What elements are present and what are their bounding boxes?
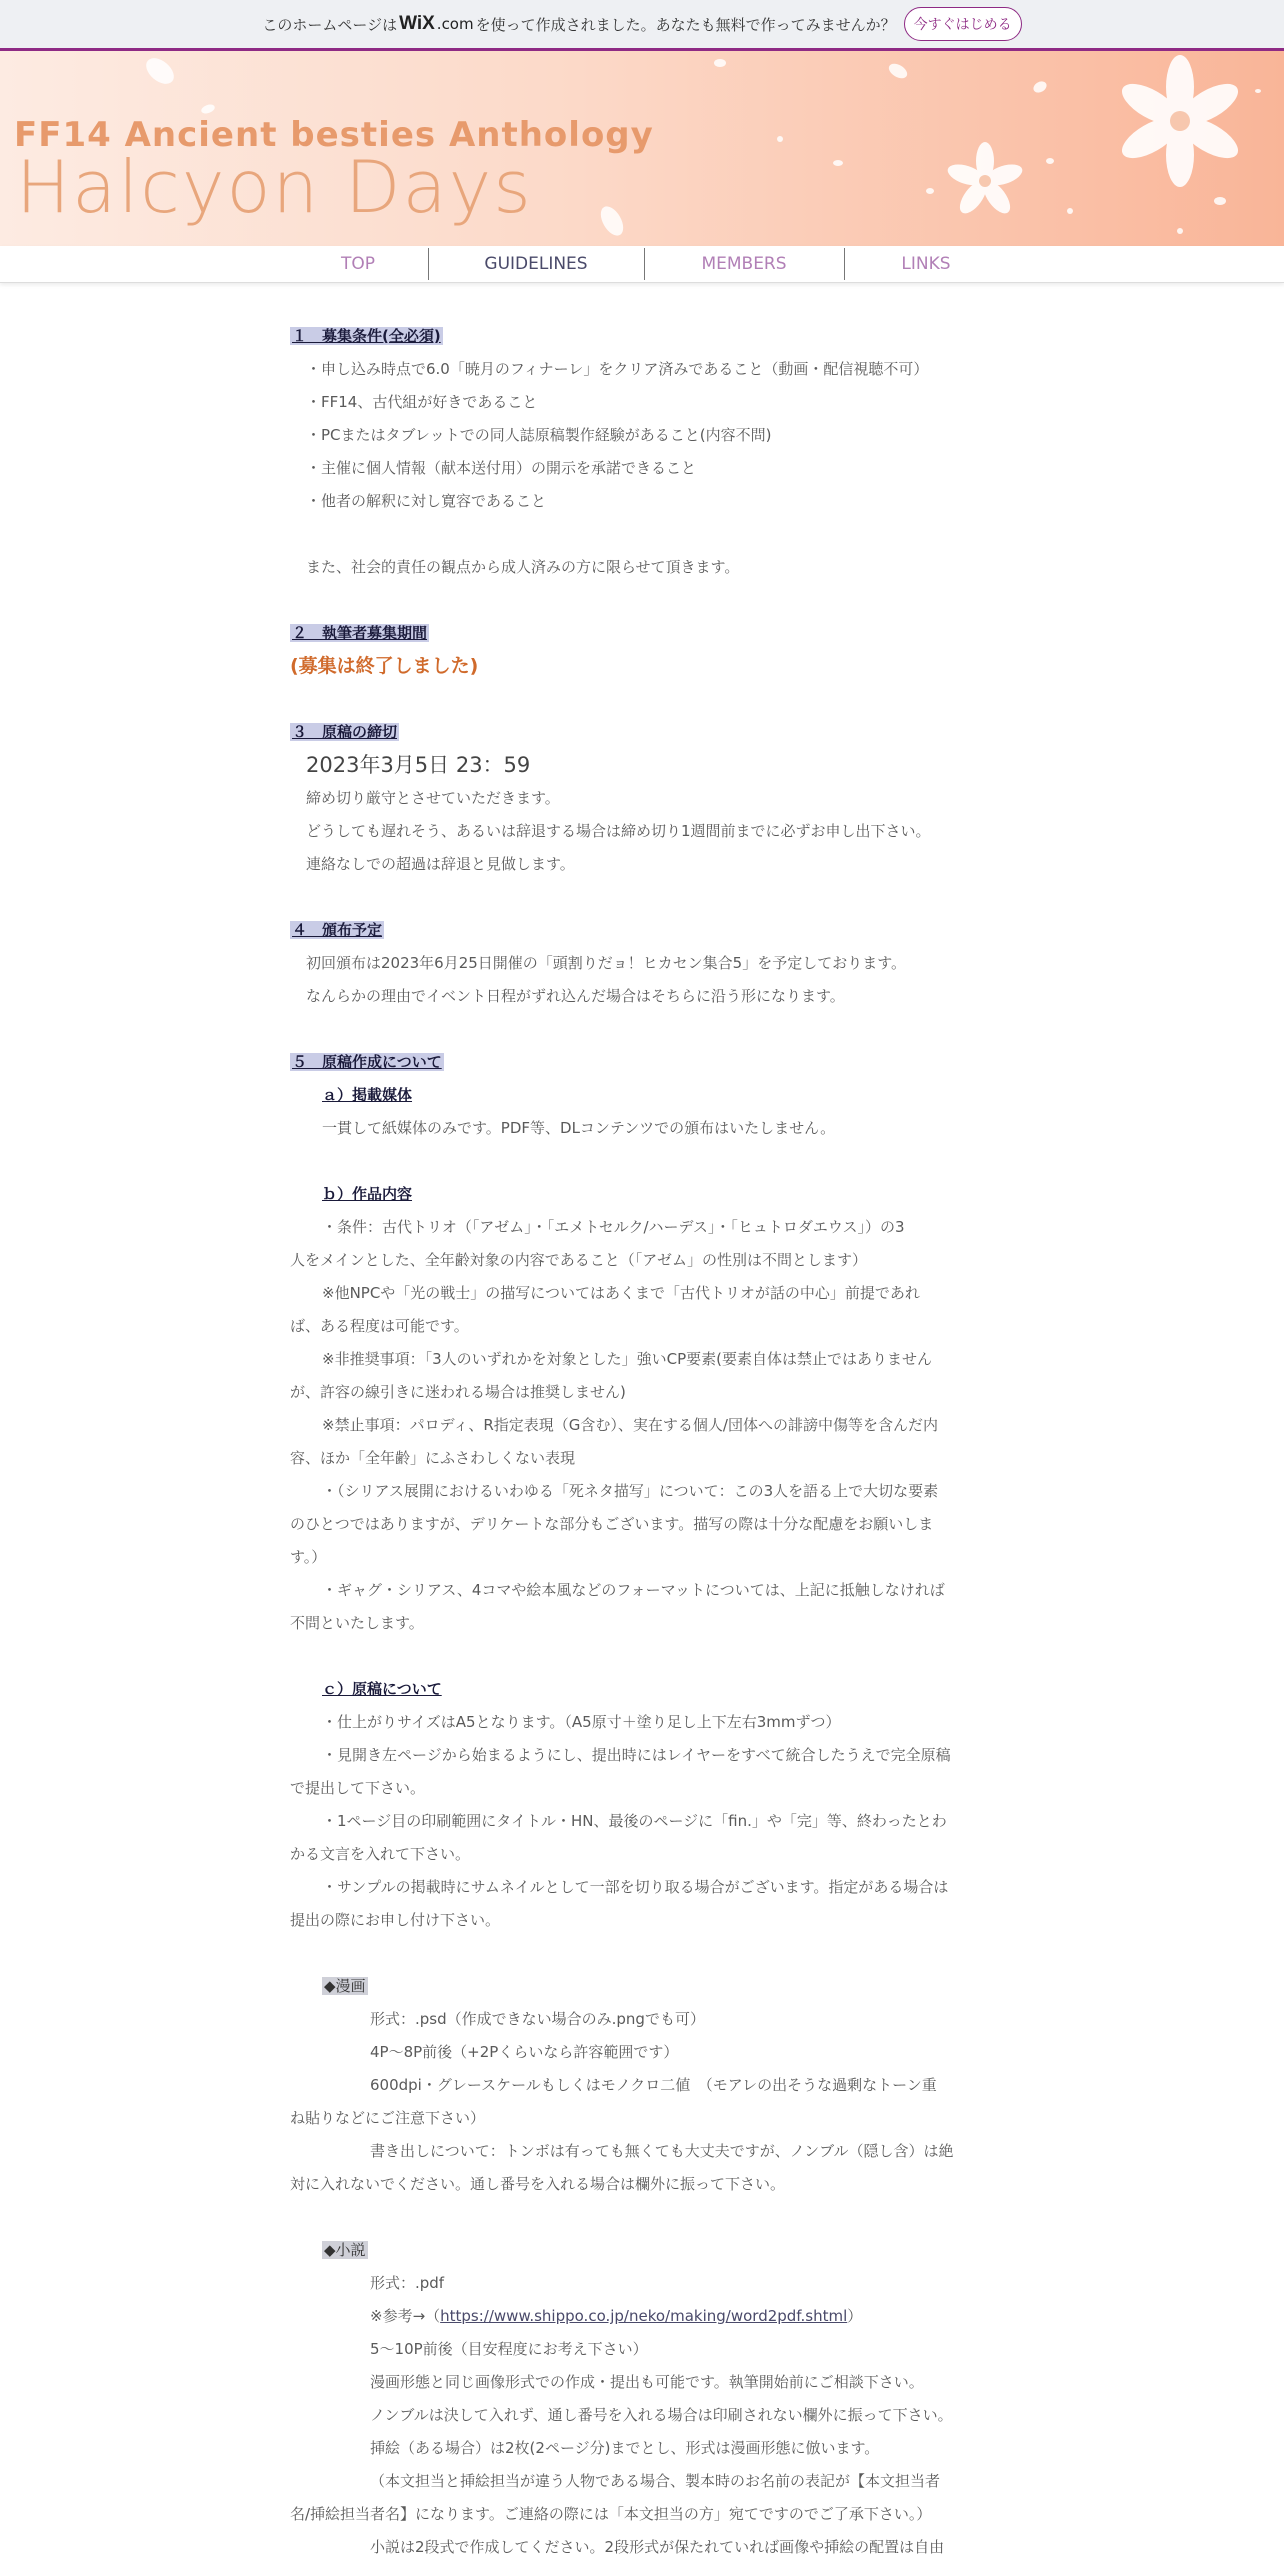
deadline-note: 締め切り厳守とさせていただきます。 [306, 789, 560, 807]
condition-item: ・PCまたはタブレットでの同人誌原稿製作経験があること(内容不問) [306, 426, 772, 444]
novel-heading: ◆小説 [324, 2241, 366, 2259]
manga-heading: ◆漫画 [324, 1977, 366, 1995]
word2pdf-reference-link[interactable]: https://www.shippo.co.jp/neko/making/word2pdf.shtml [440, 2307, 848, 2325]
novel-rule-line: 漫画形態と同じ画像形式での作成・提出も可能です。執筆開始前にご相談下さい。 [370, 2373, 924, 2391]
wix-promo-text-before: このホームページは [262, 15, 398, 34]
content-rule-line: ※禁止事項：パロディ、R指定表現（G含む）、実在する個人/団体への誹謗中傷等を含んだ内 [322, 1416, 938, 1434]
site-title[interactable]: Halcyon Days [16, 145, 533, 229]
nav-item-members[interactable]: MEMBERS [701, 254, 787, 274]
nav-item-top[interactable]: TOP [340, 254, 376, 274]
reference-suffix: ） [847, 2307, 863, 2325]
manga-rule-line: ね貼りなどにご注意下さい） [290, 2109, 486, 2127]
novel-rule-line: 小説は2段式で作成してください。2段形式が保たれていれば画像や挿絵の配置は自由 [370, 2538, 945, 2556]
manuscript-rule-line: かる文言を入れて下さい。 [290, 1845, 471, 1863]
content-rule-line: ※他NPCや「光の戦士」の描写についてはあくまで「古代トリオが話の中心」前提であれ [322, 1284, 920, 1302]
content-rule-line: 不問といたします。 [290, 1614, 424, 1632]
content-rule-line: ・条件：古代トリオ（「アゼム」・「エメトセルク/ハーデス」・「ヒュトロダエウス」）の3 [322, 1218, 905, 1236]
manuscript-rule-line: 提出の際にお申し付け下さい。 [290, 1911, 501, 1929]
condition-item: ・他者の解釈に対し寛容であること [306, 492, 547, 510]
manga-rule-line: 書き出しについて：トンボは有っても無くても大丈夫ですが、ノンブル（隠し含）は絶 [370, 2142, 954, 2160]
section-4-heading: ４ 頒布予定 [292, 921, 383, 939]
content-rule-line: ば、ある程度は可能です。 [290, 1317, 469, 1335]
content-rule-line: ※非推奨事項：「3人のいずれかを対象とした」強いCP要素(要素自体は禁止ではありません [322, 1350, 932, 1368]
condition-item: ・主催に個人情報（献本送付用）の開示を承諾できること [306, 459, 697, 477]
manuscript-rule-line: ・見開き左ページから始まるようにし、提出時にはレイヤーをすべて統合したうえで完全原稿 [322, 1746, 951, 1764]
content-rule-line: ・ギャグ・シリアス、4コマや絵本風などのフォーマットについては、上記に抵触しなければ [322, 1581, 945, 1599]
reference-prefix: ※参考→（ [370, 2307, 441, 2325]
start-now-button[interactable]: 今すぐはじめる [904, 7, 1022, 41]
anthology-subtitle: FF14 Ancient besties Anthology [14, 115, 654, 155]
wix-promo-bar [0, 0, 1284, 51]
deadline-note: 連絡なしでの超過は辞退と見做します。 [306, 855, 575, 873]
distribution-note: 初回頒布は2023年6月25日開催の「頭割りだョ！ヒカセン集合5」を予定しております。 [306, 954, 907, 972]
manga-rule-line: 4P〜8P前後（+2Pくらいなら許容範囲です） [370, 2043, 679, 2061]
manuscript-rule-line: ・1ページ目の印刷範囲にタイトル・HN、最後のページに「fin.」や「完」等、終わったとわ [322, 1812, 947, 1830]
novel-format: 形式：.pdf [370, 2274, 445, 2292]
nav-item-guidelines[interactable]: GUIDELINES [484, 254, 588, 274]
content-rule-line: ・（シリアス展開におけるいわゆる「死ネタ描写」について：この3人を語る上で大切な要素 [322, 1482, 939, 1500]
adult-only-note: また、社会的責任の観点から成人済みの方に限らせて頂きます。 [306, 558, 740, 576]
guidelines-content [290, 320, 996, 2564]
novel-rule-line: 5〜10P前後（目安程度にお考え下さい） [370, 2340, 648, 2358]
novel-rule-line: （本文担当と挿絵担当が違う人物である場合、製本時のお名前の表記が【本文担当者 [370, 2472, 941, 2490]
content-rule-line: が、許容の線引きに迷われる場合は推奨しません) [290, 1383, 626, 1401]
manuscript-rule-line: で提出して下さい。 [290, 1779, 426, 1797]
deadline-date: 2023年3月5日 23：59 [306, 753, 531, 777]
recruitment-closed-status: (募集は終了しました) [290, 655, 479, 677]
manuscript-rule-line: ・仕上がりサイズはA5となります。（A5原寸＋塗り足し上下左右3mmずつ） [322, 1713, 841, 1731]
manga-rule-line: 形式：.psd（作成できない場合のみ.pngでも可） [370, 2010, 705, 2028]
condition-item: ・申し込み時点で6.0「暁月のフィナーレ」をクリア済みであること（動画・配信視聴不可） [306, 360, 929, 378]
content-rule-line: 容、ほか「全年齢」にふさわしくない表現 [290, 1449, 576, 1467]
content-rule-line: 人をメインとした、全年齢対象の内容であること（「アゼム」の性別は不問とします） [290, 1251, 868, 1269]
section-5-heading: ５ 原稿作成について [292, 1053, 442, 1071]
subsection-b-heading: ｂ）作品内容 [322, 1185, 413, 1203]
deadline-note: どうしても遅れそう、あるいは辞退する場合は締め切り1週間前までに必ずお申し出下さい。 [306, 822, 931, 840]
content-rule-line: す。） [290, 1548, 327, 1566]
manga-rule-line: 対に入れないでください。通し番号を入れる場合は欄外に振って下さい。 [290, 2175, 786, 2193]
novel-rule-line: 名/挿絵担当者名】になります。ご連絡の際には「本文担当の方」宛てですのでご了承下さい。） [290, 2505, 932, 2523]
header-banner [0, 51, 1284, 246]
nav-divider [644, 248, 645, 280]
wix-promo-text-after: を使って作成されました。あなたも無料で作ってみませんか？ [475, 15, 896, 34]
manuscript-rule-line: ・サンプルの掲載時にサムネイルとして一部を切り取る場合がございます。指定がある場合は [322, 1878, 949, 1896]
novel-reference [290, 2300, 996, 2333]
nav-item-links[interactable]: LINKS [901, 254, 951, 274]
manga-rule-line: 600dpi・グレースケールもしくはモノクロ二値 （モアレの出そうな過剰なトーン重 [370, 2076, 937, 2094]
media-note: 一貫して紙媒体のみです。PDF等、DLコンテンツでの頒布はいたしません。 [322, 1119, 836, 1137]
wix-logo-suffix: .com [436, 15, 474, 33]
subsection-c-heading: ｃ）原稿について [322, 1680, 442, 1698]
condition-item: ・FF14、古代組が好きであること [306, 393, 538, 411]
distribution-note: なんらかの理由でイベント日程がずれ込んだ場合はそちらに沿う形になります。 [306, 987, 845, 1005]
wix-logo[interactable]: WiX [399, 13, 435, 34]
nav-divider [428, 248, 429, 280]
main-nav [0, 246, 1284, 283]
nav-divider [844, 248, 845, 280]
section-2-heading: ２ 執筆者募集期間 [292, 624, 428, 642]
novel-rule-line: ノンブルは決して入れず、通し番号を入れる場合は印刷されない欄外に振って下さい。 [370, 2406, 953, 2424]
novel-rule-line: 挿絵（ある場合）は2枚(2ページ分)までとし、形式は漫画形態に倣います。 [370, 2439, 880, 2457]
section-1-heading: １ 募集条件(全必須) [292, 327, 441, 345]
section-3-heading: ３ 原稿の締切 [292, 723, 398, 741]
subsection-a-heading: ａ）掲載媒体 [322, 1086, 413, 1104]
content-rule-line: のひとつではありますが、デリケートな部分もございます。描写の際は十分な配慮をお願いしま [290, 1515, 934, 1533]
